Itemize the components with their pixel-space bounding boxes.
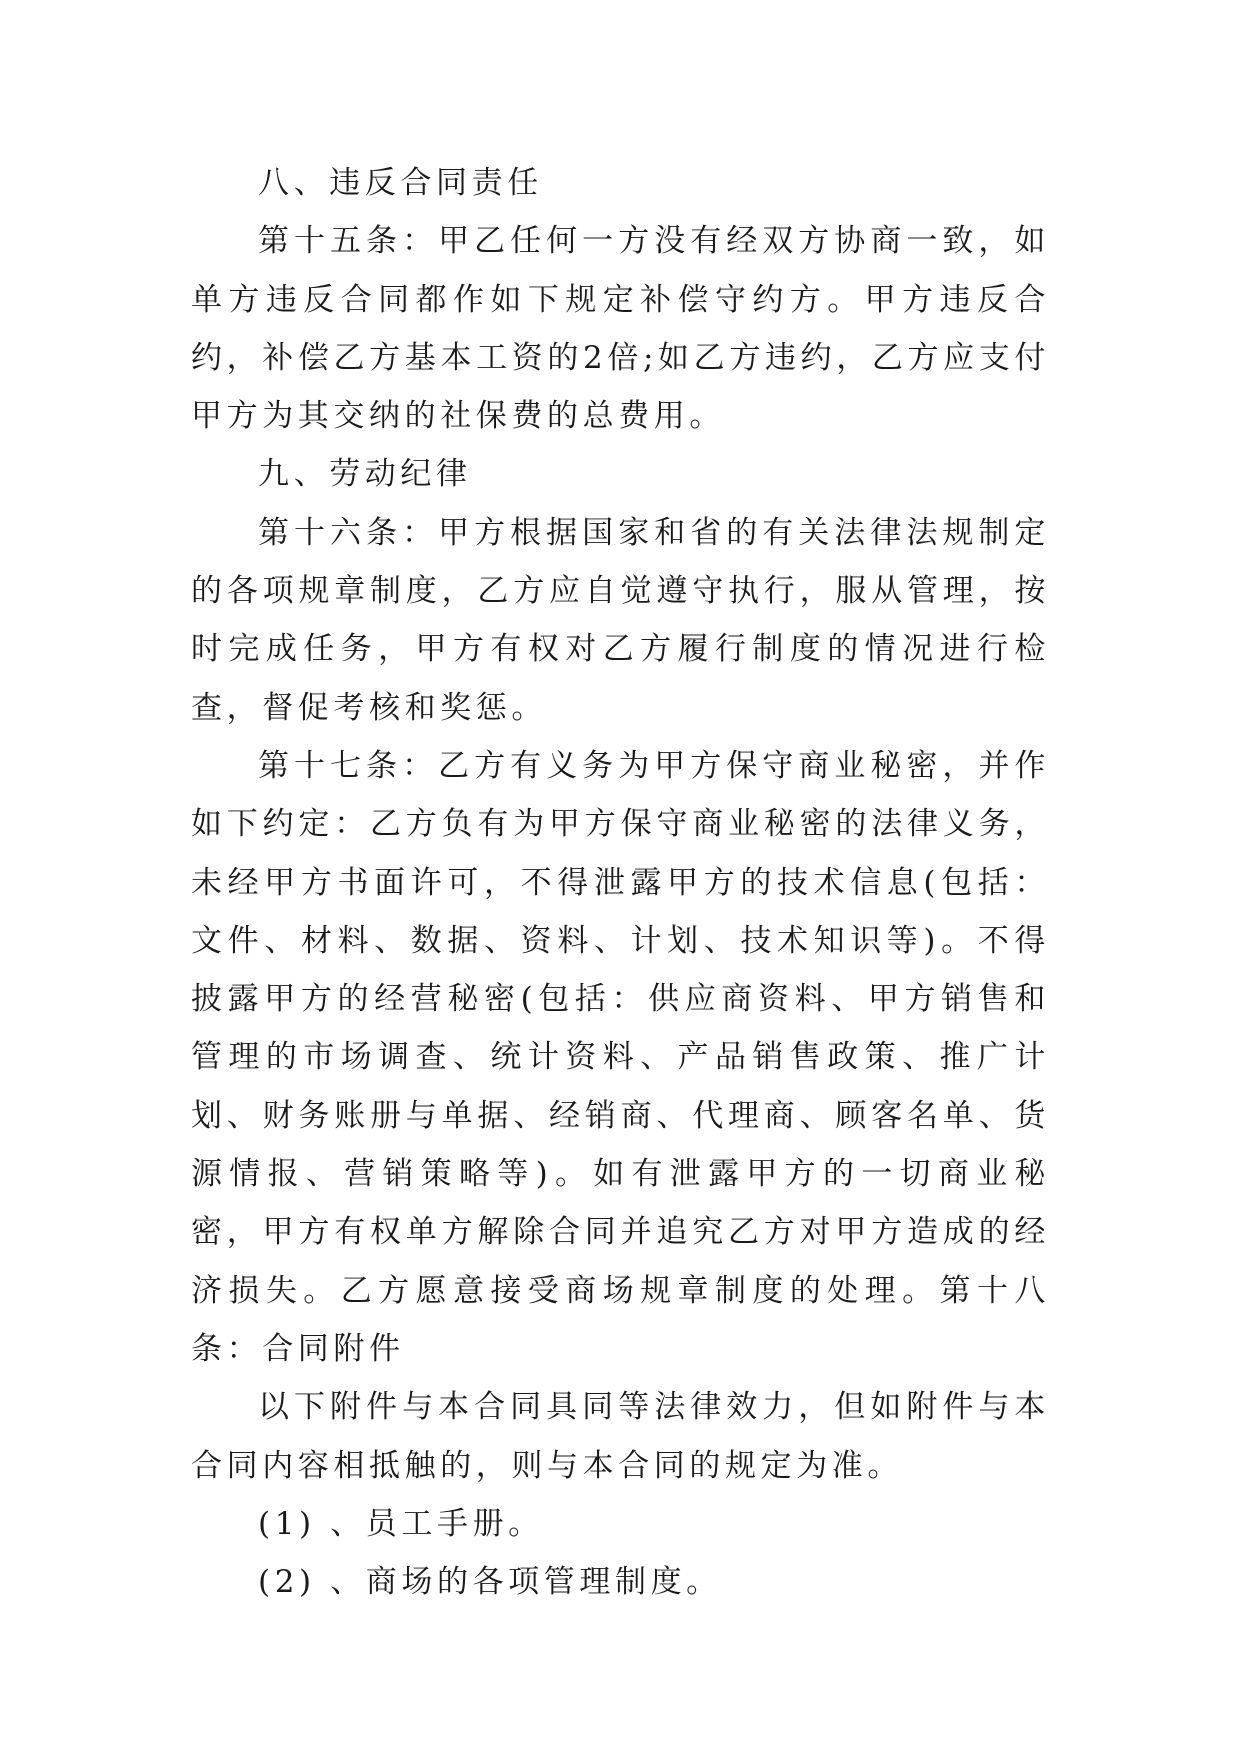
article-17-paragraph: 第十七条：乙方有义务为甲方保守商业秘密，并作如下约定：乙方负有为甲方保守商业秘密的法律义务，未经甲方书面许可，不得泄露甲方的技术信息(包括：文件、材料、数据、资料、计划、技术知识等)。不得披露甲方的经营秘密(包括：供应商资料、甲方销售和管理的市场调查、统计资料、产品销售政策、推广计划、财务账册与单据、经销商、代理商、顾客名单、货源情报、营销策略等)。如有泄露甲方的一切商业秘密，甲方有权单方解除合同并追究乙方对甲方造成的经济损失。乙方愿意接受商场规章制度的处理。第十八条：合同附件: [191, 747, 1050, 1367]
article-15-paragraph: 第十五条：甲乙任何一方没有经双方协商一致，如单方违反合同都作如下规定补偿守约方。甲方违反合约，补偿乙方基本工资的2倍;如乙方违约，乙方应支付甲方为其交纳的社保费的总费用。: [191, 223, 1050, 435]
section-heading-breach-of-contract: 八、违反合同责任: [258, 165, 543, 201]
attachments-intro-paragraph: 以下附件与本合同具同等法律效力，但如附件与本合同内容相抵触的，则与本合同的规定为准。: [191, 1389, 1050, 1484]
attachment-item-2: (2) 、商场的各项管理制度。: [258, 1564, 722, 1601]
attachment-item-1: (1) 、员工手册。: [258, 1505, 544, 1542]
article-16-paragraph: 第十六条：甲方根据国家和省的有关法律法规制定的各项规章制度，乙方应自觉遵守执行，服从管理，按时完成任务，甲方有权对乙方履行制度的情况进行检查，督促考核和奖惩。: [191, 514, 1050, 726]
section-heading-labor-discipline: 九、劳动纪律: [258, 456, 472, 493]
document-page: [191, 154, 1050, 1611]
